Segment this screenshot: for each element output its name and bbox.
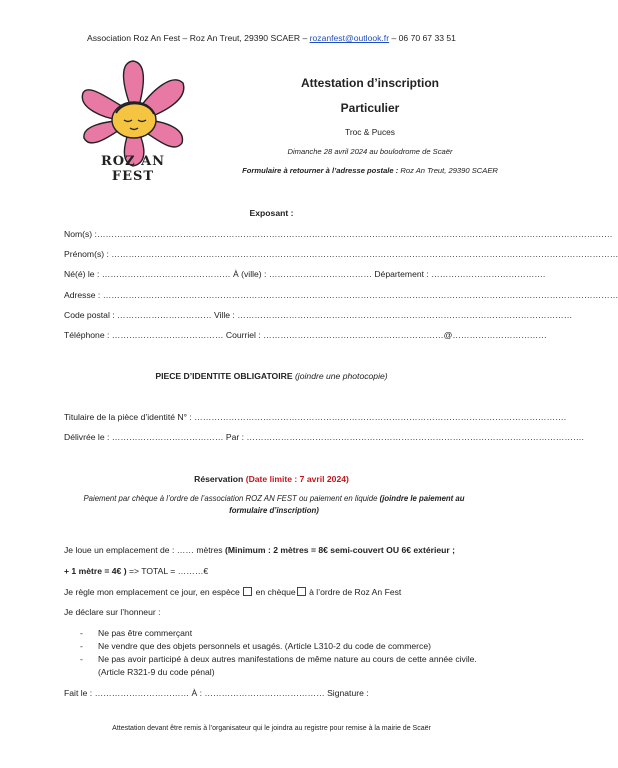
- list-item: [80, 653, 480, 679]
- exposant-heading: Exposant :: [249, 208, 294, 218]
- field-prenom[interactable]: Prénom(s) : ……………………………………………………………………………………………………………………………………………………………: [64, 249, 618, 259]
- header-contact: [0, 33, 543, 43]
- signature-line[interactable]: Fait le : …………………………… À : …………………………………… Signature :: [64, 688, 369, 698]
- tarif-extra: + 1 mètre = 4€ ): [64, 566, 127, 576]
- reservation-title: Réservation: [194, 474, 246, 484]
- field-piece-identite[interactable]: Titulaire de la pièce d’identité N° : ………………………………………………………………………………………………………………….: [64, 412, 567, 422]
- list-item: [80, 627, 480, 640]
- emplacement-tarif: (Minimum : 2 mètres = 8€ semi-couvert OU 6€ extérieur ;: [224, 545, 455, 555]
- list-dash: -: [80, 628, 83, 638]
- identite-heading: [0, 371, 543, 381]
- declaration-heading: Je déclare sur l’honneur :: [64, 607, 161, 617]
- reglement-text-3: à l’ordre de Roz An Fest: [306, 587, 402, 597]
- reglement-text-2: en chèque: [253, 587, 296, 597]
- field-naissance[interactable]: Né(é) le : ……………………………………… À (ville) : ……………………………… Département : ………………………………….: [64, 269, 546, 279]
- page-subtitle: Particulier: [340, 101, 400, 115]
- emplacement-text: Je loue un emplacement de : …… mètres: [64, 545, 225, 555]
- list-item-text: Ne pas être commerçant: [98, 628, 193, 638]
- reservation-deadline: (Date limite : 7 avril 2024): [245, 474, 349, 484]
- email-link[interactable]: rozanfest@outlook.fr: [309, 33, 390, 43]
- reglement-line: [64, 587, 401, 597]
- page-title: Attestation d’inscription: [301, 76, 439, 90]
- return-label: Formulaire à retourner à l’adresse postale :: [242, 166, 399, 175]
- list-item: [80, 640, 480, 653]
- list-item-text: Ne vendre que des objets personnels et usagés. (Article L310-2 du code de commerce): [98, 641, 431, 651]
- header-prefix: Association Roz An Fest – Roz An Treut, 29390 SCAER –: [87, 33, 310, 43]
- list-item-text: Ne pas avoir participé à deux autres manifestations de même nature au cours de cette année civile. (Article R321-9 du code pénal): [98, 654, 477, 677]
- identite-title: PIECE D’IDENTITE OBLIGATOIRE: [155, 371, 293, 381]
- field-delivree[interactable]: Délivrée le : ………………………………… Par : ……………………………………………………………………………………………………….: [64, 432, 584, 442]
- reservation-heading: [0, 474, 543, 484]
- payment-text: Paiement par chèque à l’ordre de l’association ROZ AN FEST ou paiement en liquide: [83, 494, 380, 503]
- event-date: Dimanche 28 avril 2024 au boulodrome de Scaër: [287, 147, 453, 156]
- list-dash: -: [80, 641, 83, 651]
- espece-checkbox[interactable]: [243, 587, 252, 596]
- header-suffix: – 06 70 67 33 51: [389, 33, 456, 43]
- field-telephone-courriel[interactable]: Téléphone : ………………………………… Courriel : ………………………………………………………@……………………………: [64, 330, 547, 340]
- logo-text: ROZ AN FEST: [100, 154, 166, 184]
- footer-note: Attestation devant être remis à l’organisateur qui le joindra au registre pour remise à la mairie de Scaër: [112, 725, 431, 732]
- payment-bold: (joindre le paiement au formulaire d’inscription): [229, 494, 465, 515]
- total-text: => TOTAL = ………€: [126, 566, 209, 576]
- list-dash: -: [80, 654, 83, 664]
- payment-instructions: [64, 493, 484, 517]
- cheque-checkbox[interactable]: [297, 587, 306, 596]
- identite-note: (joindre une photocopie): [292, 371, 388, 381]
- total-line: [64, 566, 208, 576]
- return-address-value: Roz An Treut, 29390 SCAER: [398, 166, 498, 175]
- roz-an-fest-logo: [78, 58, 188, 184]
- event-name: Troc & Puces: [345, 127, 395, 137]
- field-nom[interactable]: Nom(s) :………………………………………………………………………………………………………………………………………………………………: [64, 229, 613, 239]
- reglement-text-1: Je règle mon emplacement ce jour, en espèce: [64, 587, 243, 597]
- field-adresse[interactable]: Adresse : ………………………………………………………………………………………………………………………………………………………………: [64, 290, 618, 300]
- return-address: [220, 166, 520, 175]
- field-code-postal-ville[interactable]: Code postal : …………………………… Ville : ………………………………………………………………………………………………………: [64, 310, 573, 320]
- emplacement-line: [64, 545, 455, 555]
